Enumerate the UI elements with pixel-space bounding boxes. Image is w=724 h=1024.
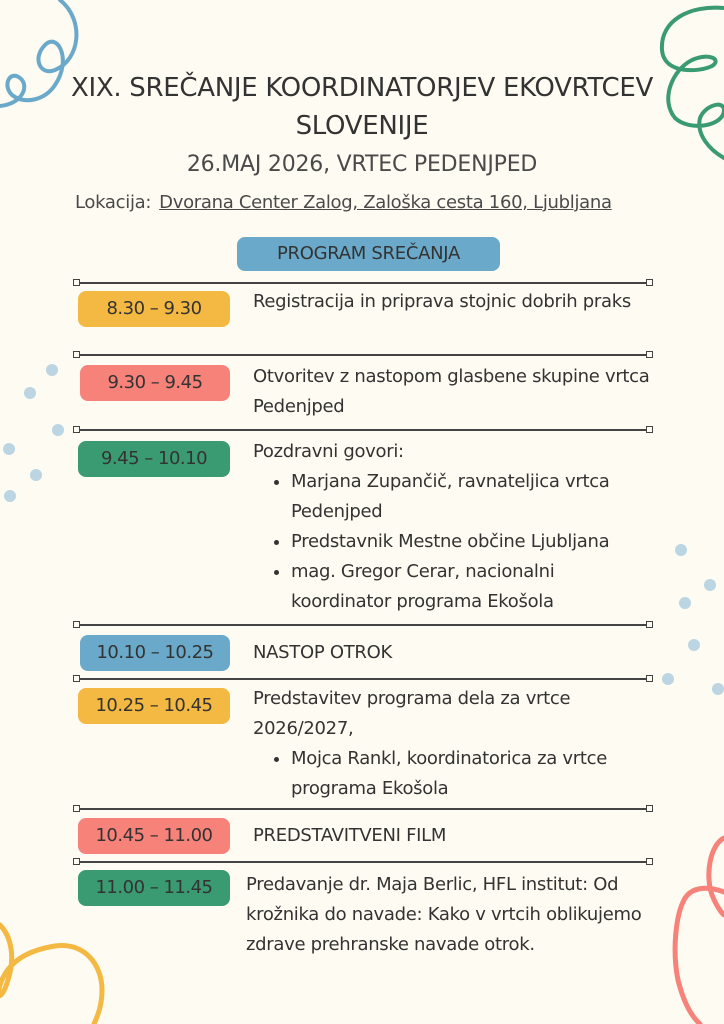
item-text: NASTOP OTROK [253,642,392,663]
time-badge: 9.45 – 10.10 [78,441,230,477]
item-text: Predstavitev programa dela za vrtce 2026/2027, [253,688,571,739]
squiggle-decoration-yellow [0,925,102,1024]
speaker-item: • Predstavnik Mestne občine Ljubljana [291,527,653,557]
program-item-description [253,287,653,317]
event-date-venue: 26.MAJ 2026, VRTEC PEDENJPED [186,152,538,177]
program-item-description [253,362,653,422]
speaker-item: • Mojca Rankl, koordinatorica za vrtce programa Ekošola [291,744,653,804]
speaker-item: • Marjana Zupančič, ravnateljica vrtca Pedenjped [291,467,653,527]
program-heading: PROGRAM SREČANJA [237,237,500,271]
divider [78,624,648,626]
time-badge: 10.25 – 10.45 [78,688,230,724]
program-item-description [253,437,653,617]
dots-decoration-left [3,364,64,502]
dots-decoration-right [662,544,724,695]
location-label: Lokacija: [75,192,152,213]
item-text: PREDSTAVITVENI FILM [253,825,447,846]
divider [78,354,648,356]
program-item-description [253,638,653,668]
page-title-line-2: SLOVENIJE [295,111,429,141]
speaker-list [253,467,653,617]
time-badge: 11.00 – 11.45 [78,870,230,906]
divider [78,808,648,810]
page-title-line-1: XIX. SREČANJE KOORDINATORJEV EKOVRTCEV [70,73,653,103]
speaker-list [253,744,653,804]
item-text: Predavanje dr. Maja Berlic, HFL institut: Od krožnika do navade: Kako v vrtcih oblikujemo zdrave prehranske navade otrok. [246,874,642,955]
divider [78,678,648,680]
divider [78,429,648,431]
item-text: Registracija in priprava stojnic dobrih praks [253,291,631,312]
time-badge: 8.30 – 9.30 [78,291,230,327]
location-address-link[interactable]: Dvorana Center Zalog, Zaloška cesta 160, Ljubljana [159,192,612,213]
program-item-description [246,870,646,960]
time-badge: 10.45 – 11.00 [78,818,230,854]
speaker-item: • mag. Gregor Cerar, nacionalni koordinator programa Ekošola [291,557,653,617]
location-line [75,192,612,213]
program-item-description [253,684,653,804]
squiggle-decoration-pink [675,838,724,1024]
divider [78,861,648,863]
item-text: Otvoritev z nastopom glasbene skupine vrtca Pedenjped [253,366,650,417]
time-badge: 10.10 – 10.25 [80,635,230,671]
divider [78,282,648,284]
time-badge: 9.30 – 9.45 [80,365,230,401]
item-text: Pozdravni govori: [253,441,404,462]
program-item-description [253,821,653,851]
